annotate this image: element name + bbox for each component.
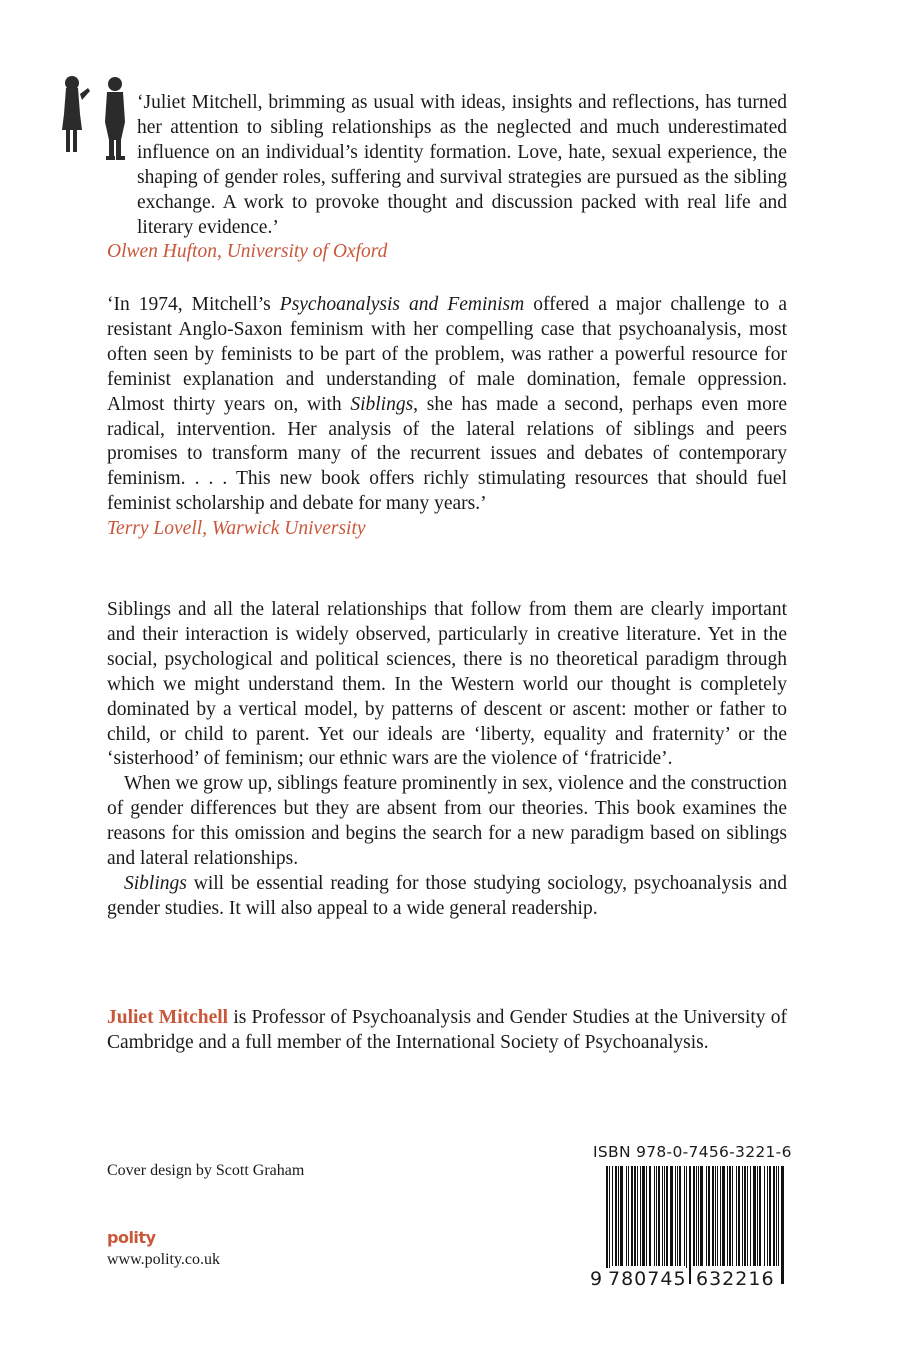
barcode-bar bbox=[615, 1166, 617, 1266]
isbn-label: ISBN 978-0-7456-3221-6 bbox=[593, 1143, 792, 1161]
barcode-bar bbox=[631, 1166, 633, 1266]
barcode-bar bbox=[679, 1166, 681, 1266]
barcode-bar bbox=[677, 1166, 678, 1266]
barcode-bar bbox=[664, 1166, 665, 1266]
barcode-bar bbox=[649, 1166, 651, 1266]
quote-attribution: Olwen Hufton, University of Oxford bbox=[107, 241, 388, 263]
barcode-bar bbox=[773, 1166, 775, 1266]
barcode-bar bbox=[715, 1166, 716, 1266]
book-title: Psychoanalysis and Feminism bbox=[279, 294, 525, 315]
barcode-bar bbox=[662, 1166, 663, 1266]
barcode-bar bbox=[759, 1166, 761, 1266]
barcode-bar bbox=[706, 1166, 707, 1266]
barcode-bar bbox=[708, 1166, 710, 1266]
author-bio-text: is Professor of Psychoanalysis and Gender Studies at the University of Cambridge and a full member of the International Society of Psychoanalysis. bbox=[107, 1007, 787, 1053]
publisher-logo: polity bbox=[107, 1228, 156, 1247]
barcode-bar bbox=[720, 1166, 721, 1266]
barcode-bar bbox=[620, 1166, 623, 1266]
barcode-bar bbox=[618, 1166, 619, 1266]
barcode-digit-first: 9 bbox=[590, 1268, 604, 1290]
barcode-bar bbox=[767, 1166, 768, 1266]
barcode-bar bbox=[781, 1166, 784, 1284]
review-quote-lovell bbox=[107, 293, 787, 542]
barcode-bar bbox=[717, 1166, 718, 1266]
cover-credit: Cover design by Scott Graham bbox=[107, 1162, 305, 1179]
quote-text bbox=[107, 293, 787, 517]
publisher-url: www.polity.co.uk bbox=[107, 1251, 221, 1268]
barcode-bar bbox=[675, 1166, 676, 1266]
barcode-bar bbox=[684, 1166, 685, 1266]
barcode-bar bbox=[722, 1166, 725, 1266]
barcode-digits-left: 780745 bbox=[608, 1268, 687, 1290]
barcode-bar bbox=[769, 1166, 771, 1266]
barcode-bar bbox=[656, 1166, 657, 1266]
quote-text-part: ‘In 1974, Mitchell’s bbox=[107, 294, 280, 315]
barcode-bar bbox=[712, 1166, 714, 1266]
barcode-bar bbox=[670, 1166, 673, 1266]
barcode-bar bbox=[776, 1166, 777, 1266]
barcode-bar bbox=[689, 1166, 691, 1284]
description-paragraph: When we grow up, siblings feature prominently in sex, violence and the construction of gender differences but they are absent from our theories. This book examines the reasons for this omission and begins the search for a new paradigm based on siblings and lateral relationships. bbox=[107, 773, 787, 870]
description-text: will be essential reading for those studying sociology, psychoanalysis and gender studies. It will also appeal to a wide general readership. bbox=[107, 872, 787, 919]
barcode-bar bbox=[738, 1166, 740, 1266]
barcode-bar bbox=[764, 1166, 765, 1266]
barcode-bar bbox=[753, 1166, 756, 1266]
barcode-bar bbox=[634, 1166, 636, 1266]
barcode-bar bbox=[742, 1166, 743, 1266]
barcode-bar bbox=[626, 1166, 627, 1266]
barcode-bar bbox=[696, 1166, 697, 1266]
quote-attribution: Terry Lovell, Warwick University bbox=[107, 518, 366, 540]
review-quote-hufton bbox=[107, 91, 787, 265]
barcode-bar bbox=[637, 1166, 638, 1266]
barcode-bar bbox=[693, 1166, 695, 1266]
barcode-bar bbox=[727, 1166, 728, 1266]
book-title: Siblings bbox=[350, 393, 414, 415]
barcode-bar bbox=[658, 1166, 660, 1266]
barcode-bar bbox=[729, 1166, 731, 1266]
quote-text-part: offered a major challenge to a resistant Anglo-Saxon feminism with her compelling case that psychoanalysis, most often seen by feminists to be part of the problem, was rather a powerful resource for feminist explanation and understanding of male domination, female oppression. Almost thirty years on, with bbox=[107, 294, 787, 415]
barcode-bar bbox=[732, 1166, 733, 1266]
barcode-bar bbox=[642, 1166, 645, 1266]
book-description bbox=[107, 598, 787, 922]
book-title: Siblings bbox=[124, 872, 187, 894]
barcode-bar bbox=[778, 1166, 779, 1266]
barcode-bar bbox=[606, 1166, 608, 1284]
barcode-bar bbox=[654, 1166, 655, 1266]
barcode-bar bbox=[700, 1166, 703, 1266]
author-name: Juliet Mitchell bbox=[107, 1007, 229, 1028]
barcode-bar bbox=[612, 1166, 613, 1266]
barcode-bar bbox=[686, 1166, 687, 1284]
barcode-bar bbox=[640, 1166, 641, 1266]
barcode-bar bbox=[757, 1166, 758, 1266]
barcode-bar bbox=[609, 1166, 610, 1284]
author-bio bbox=[107, 1006, 787, 1056]
barcode-bar bbox=[744, 1166, 746, 1266]
quote-text: ‘Juliet Mitchell, brimming as usual with ideas, insights and reflections, has turned her attention to sibling relationships as the neglected and much underestimated influence on an individual’s identity formation. Love, hate, sexual experience, the shaping of gender roles, suffering and survival strategies are pursued as the sibling exchange. A work to provoke thought and discussion packed with real life and literary evidence.’ bbox=[137, 92, 787, 238]
description-paragraph bbox=[107, 872, 787, 922]
barcode-bar bbox=[628, 1166, 629, 1266]
barcode-bar bbox=[666, 1166, 668, 1266]
barcode-bar bbox=[736, 1166, 737, 1266]
barcode-bar bbox=[747, 1166, 748, 1266]
quote-text-part: , she has made a second, perhaps even more radical, intervention. Her analysis of the lateral relations of siblings and peers promises to transform many of the recurrent issues and debates of contemporary feminism. . . . This new book offers richly stimulating resources that should fuel feminist scholarship and debate for many years.’ bbox=[107, 393, 787, 515]
barcode-bar bbox=[646, 1166, 647, 1266]
barcode-bar bbox=[698, 1166, 699, 1266]
barcode-digits-right: 632216 bbox=[696, 1268, 775, 1290]
barcode-bar bbox=[750, 1166, 751, 1266]
description-paragraph: Siblings and all the lateral relationships that follow from them are clearly important and their interaction is widely observed, particularly in creative literature. Yet in the social, psychological and political sciences, there is no theoretical paradigm through which we might understand them. In the Western world our thought is completely dominated by a vertical model, by patterns of descent or ascent: mother or father to child, or child to parent. Yet our ideals are ‘liberty, equality and fraternity’ or the ‘sisterhood’ of feminism; our ethnic wars are the violence of ‘fratricide’. bbox=[107, 599, 787, 770]
